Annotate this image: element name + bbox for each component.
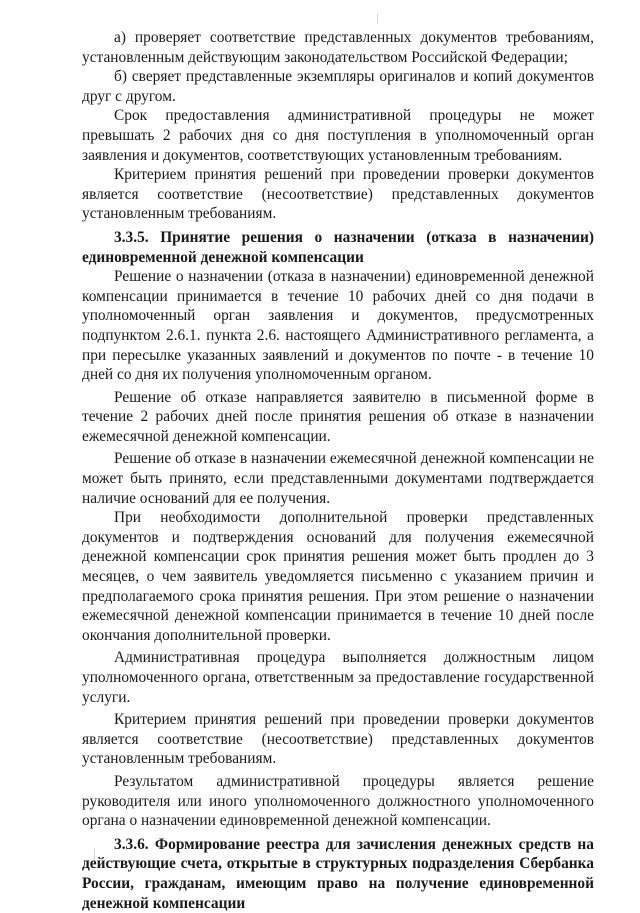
- paragraph-procedure-deadline: Срок предоставления административной процедуры не может превышать 2 рабочих дня со дня поступления в уполномоченный орган заявления и документов, соответствующих установленным требованиям.: [82, 107, 594, 164]
- paragraph-decision-criterion: Критерием принятия решений при проведении проверки документов является соответствие (несоответствие) представленных документов установленным требованиям.: [82, 166, 594, 223]
- paragraph-refusal-notice: Решение об отказе направляется заявителю в письменной форме в течение 2 рабочих дней после принятия решения об отказе в назначении ежемесячной денежной компенсации.: [82, 388, 594, 445]
- scan-artifact: [377, 14, 378, 24]
- paragraph-refusal-conditions: Решение об отказе в назначении ежемесячной денежной компенсации не может быть принято, если представленными документами подтверждается наличие оснований для ее получения.: [82, 450, 594, 507]
- section-heading-3-3-5: 3.3.5. Принятие решения о назначении (отказа в назначении) единовременной денежной компенсации: [82, 228, 594, 266]
- document-body: [82, 28, 594, 913]
- paragraph-check-requirements: а) проверяет соответствие представленных документов требованиям, установленным действующим законодательством Российской Федерации;: [82, 29, 594, 66]
- paragraph-decision-timeframe: Решение о назначении (отказа в назначении) единовременной денежной компенсации принимается в течение 10 рабочих дней со дня подачи в уполномоченный орган заявления и документов, предусмотренных подпунктом 2.6.1. пункта 2.6. настоящего Административного регламента, а при пересылке указанных заявлений и документов по почте - в течение 10 дней со дня их получения уполномоченным органом.: [82, 268, 594, 384]
- paragraph-extended-check: При необходимости дополнительной проверки представленных документов и подтверждения оснований для получения ежемесячной денежной компенсации срок принятия решения может быть продлен до 3 месяцев, о чем заявитель уведомляется письменно с указанием причин и предполагаемого срока принятия решения. При этом решение о назначении ежемесячной денежной компенсации принимается в течение 10 дней после окончания дополнительной проверки.: [82, 509, 594, 644]
- paragraph-compare-copies: б) сверяет представленные экземпляры оригиналов и копий документов друг с другом.: [82, 68, 594, 105]
- paragraph-procedure-result: Результатом административной процедуры является решение руководителя или иного уполномоченного должностного уполномоченного органа о назначении единовременной денежной компенсации.: [82, 772, 594, 830]
- section-heading-3-3-6: 3.3.6. Формирование реестра для зачисления денежных средств на действующие счета, открытые в структурных подразделения Сбербанка России, гражданам, имеющим право на получение единовременной денежной компенсации: [82, 835, 594, 912]
- paragraph-responsible-official: Административная процедура выполняется должностным лицом уполномоченного органа, ответственным за предоставление государственной услуги.: [82, 649, 594, 706]
- paragraph-decision-criterion-2: Критерием принятия решений при проведении проверки документов является соответствие (несоответствие) представленных документов установленным требованиям.: [82, 711, 594, 768]
